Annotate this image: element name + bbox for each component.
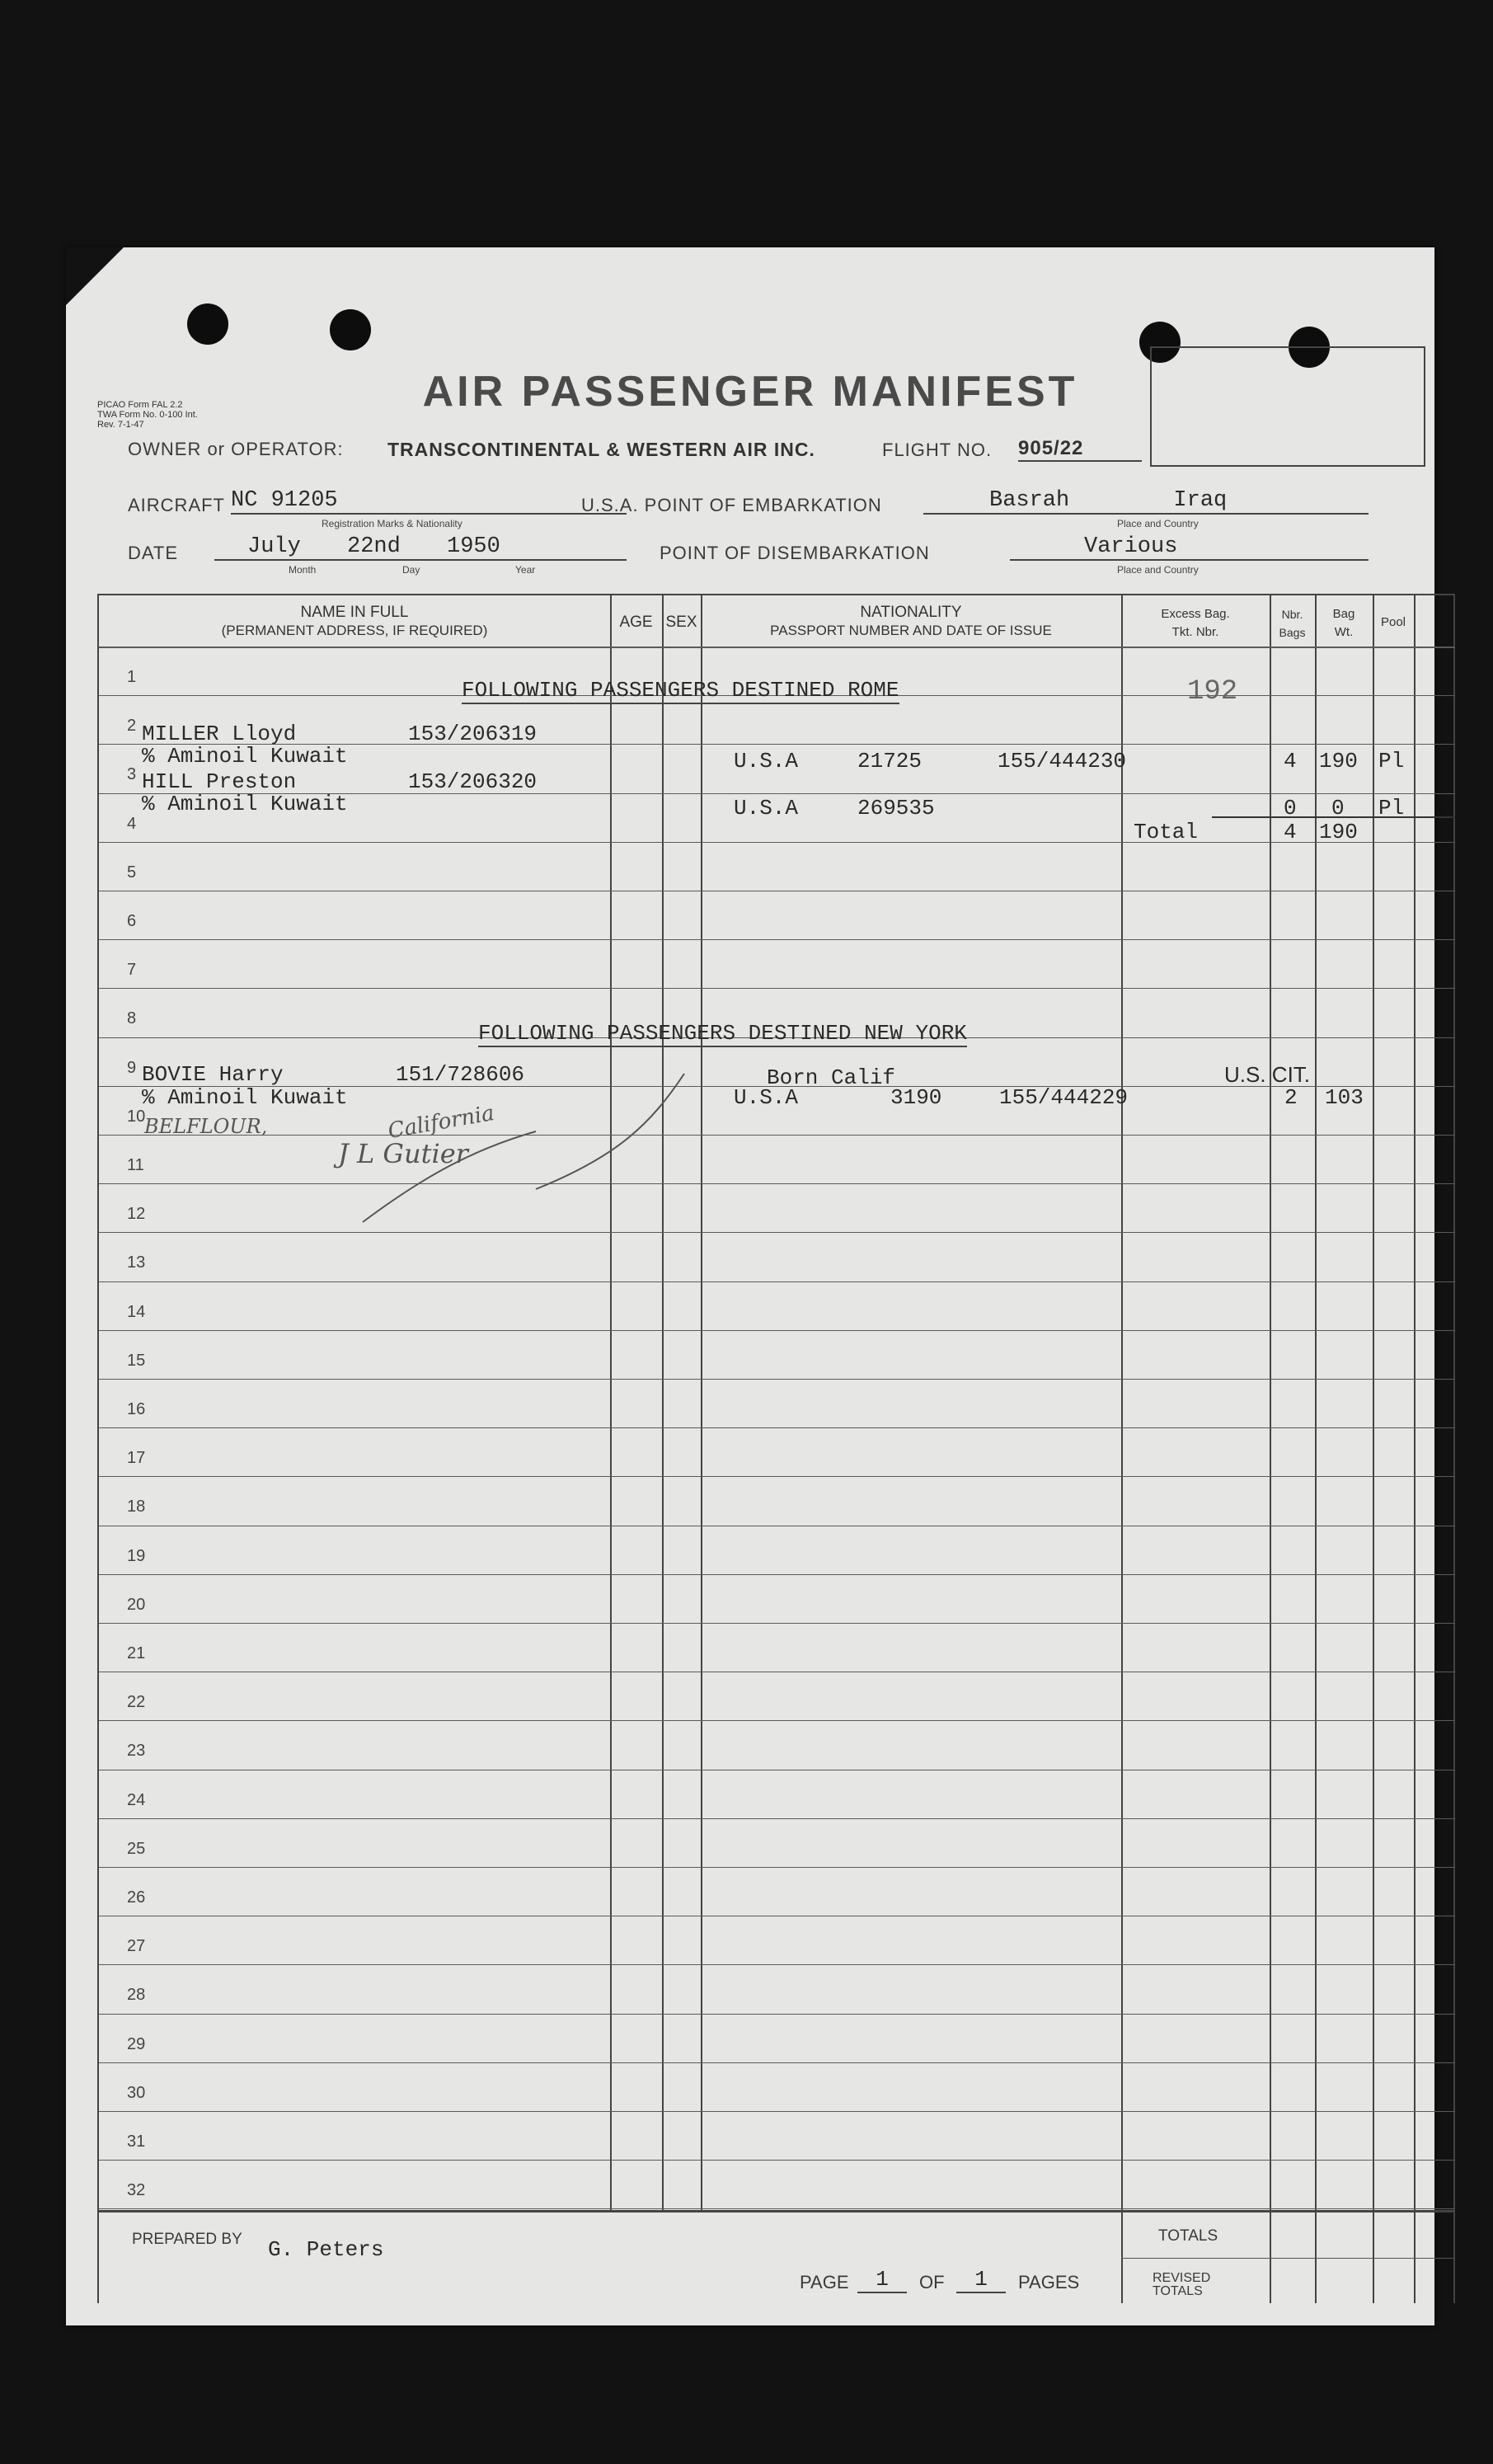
date-month: July [247,534,301,559]
pool-column-header: Pool [1380,615,1406,629]
excess-bag-column-header [1121,605,1270,642]
col-divider [1270,595,1271,2212]
disembark-text: Various [1084,534,1178,559]
place-country-caption: Place and Country [1117,518,1199,529]
punch-hole [330,309,371,350]
passenger-name: BOVIE Harry [142,1062,284,1087]
total-label: Total [1134,820,1199,844]
day-caption: Day [402,564,420,576]
passenger-ticket: 153/206319 [408,722,538,746]
passenger-name: HILL Preston [142,769,297,794]
embark-country-text: Iraq [1173,488,1228,513]
citizenship-note: U.S. CIT. [1224,1062,1311,1087]
row-number: 17 [127,1449,146,1468]
aircraft-label: AIRCRAFT [128,495,225,515]
row-rule [99,2062,1455,2063]
page-number: 1 [857,2267,907,2293]
row-number: 29 [127,2034,146,2053]
row-rule [99,842,1455,843]
total-rule [1212,816,1455,818]
row-number: 28 [127,1986,146,2005]
prepared-by-value: G. Peters [268,2237,384,2262]
weight-header-line2: Wt. [1334,625,1354,639]
passenger-address: % Aminoil Kuwait [142,1085,348,1110]
name-header-line2: (PERMANENT ADDRESS, IF REQUIRED) [221,623,488,638]
month-caption: Month [289,564,317,576]
weight-header-line1: Bag [1332,607,1355,621]
page-total: 1 [956,2267,1006,2293]
row-rule [99,1281,1455,1282]
row-number: 21 [127,1644,146,1662]
of-label: OF [919,2272,945,2292]
bag-weight: 103 [1325,1085,1364,1110]
total-weight: 190 [1319,820,1358,844]
row-number: 1 [127,668,137,686]
row-rule [1121,2258,1455,2259]
row-rule [99,1574,1455,1575]
nat-header-line1: NATIONALITY [860,604,962,621]
owner-value: TRANSCONTINENTAL & WESTERN AIR INC. [387,439,815,460]
passenger-nationality: U.S.A [734,749,799,774]
col-divider [701,595,702,2212]
nat-header-line2: PASSPORT NUMBER AND DATE OF ISSUE [770,623,1052,638]
handwritten-stroke [264,1049,725,1239]
footer-area [97,2210,1455,2303]
row-number: 16 [127,1400,146,1418]
row-rule [99,1867,1455,1868]
row-rule [99,939,1455,940]
date-label: DATE [128,543,179,563]
row-rule [99,2160,1455,2161]
row-rule [99,2111,1455,2112]
date-year: 1950 [447,534,500,559]
handwritten-note: California [386,1100,496,1145]
disembarkation-label: POINT OF DISEMBARKATION [660,543,930,563]
form-info-line: PICAO Form FAL 2.2 [97,400,183,410]
passenger-passport: 21725 [857,749,923,774]
row-rule [99,1427,1455,1428]
col-divider [1414,595,1416,2212]
row-number: 26 [127,1888,146,1907]
rome-heading: FOLLOWING PASSENGERS DESTINED ROME [462,678,899,703]
col-divider [610,595,612,2212]
row-rule [99,1964,1455,1965]
age-column-header: AGE [619,614,653,631]
row-number: 20 [127,1595,146,1614]
row-number: 24 [127,1790,146,1809]
pages-label: PAGES [1018,2272,1080,2292]
embarkation-place [923,488,1369,515]
excess-ticket: 155/444230 [998,749,1127,774]
passenger-passport: 3190 [890,1085,942,1110]
row-number: 9 [127,1058,137,1077]
pool-code: Pl [1378,796,1405,821]
excess-header-line2: Tkt. Nbr. [1171,625,1219,639]
row-number: 5 [127,863,137,882]
prepared-by-label: PREPARED BY [132,2231,242,2248]
row-number: 3 [127,765,137,784]
row-number: 10 [127,1107,146,1126]
passenger-ticket: 151/728606 [396,1062,525,1087]
new-york-heading: FOLLOWING PASSENGERS DESTINED NEW YORK [478,1021,967,1046]
row-number: 31 [127,2132,146,2151]
row-rule [99,1720,1455,1721]
col-divider [1121,595,1123,2212]
rome-count: 192 [1187,676,1238,708]
handwritten-signature: J L Gutier [338,1138,468,1169]
manifest-sheet [66,247,1434,2325]
col-divider [662,595,664,2212]
row-number: 7 [127,961,137,980]
passenger-table [97,594,1455,2212]
nationality-column-header [701,604,1121,640]
row-rule [99,1330,1455,1331]
row-number: 23 [127,1742,146,1761]
bag-count: 2 [1284,1085,1298,1110]
punch-hole [187,303,228,345]
bag-count: 0 [1284,796,1297,821]
name-column-header [99,604,610,640]
col-divider [1373,595,1374,2212]
row-number: 6 [127,912,137,930]
passenger-birthplace: Born Calif [767,1065,896,1090]
aircraft-caption: Registration Marks & Nationality [322,518,462,529]
row-rule [99,1379,1455,1380]
row-number: 27 [127,1937,146,1956]
header-rule [99,647,1455,648]
passenger-nationality: U.S.A [734,796,799,821]
bag-count: 4 [1284,749,1297,774]
col-divider [1453,595,1455,2212]
form-info-line: Rev. 7-1-47 [97,420,144,430]
bags-column-header [1270,605,1315,642]
row-number: 13 [127,1253,146,1272]
embark-place-text: Basrah [989,488,1070,513]
row-number: 14 [127,1302,146,1321]
row-rule [99,988,1455,989]
col-divider [1315,595,1317,2212]
row-number: 2 [127,717,137,736]
document-title: AIR PASSENGER MANIFEST [422,368,1078,416]
passenger-passport: 269535 [857,796,935,821]
row-number: 12 [127,1205,146,1224]
row-number: 22 [127,1693,146,1712]
bags-header-line1: Nbr. [1281,608,1303,621]
row-number: 19 [127,1546,146,1565]
form-info-line: TWA Form No. 0-100 Int. [97,410,198,420]
aircraft-value: NC 91205 [231,488,627,515]
bags-header-line2: Bags [1279,626,1306,639]
row-rule [99,1476,1455,1477]
row-number: 18 [127,1498,146,1516]
row-number: 25 [127,1839,146,1858]
page-label: PAGE [800,2272,849,2292]
handwritten-note: BELFLOUR, [144,1115,268,1138]
bag-weight: 190 [1319,749,1358,774]
row-number: 15 [127,1351,146,1370]
excess-header-line1: Excess Bag. [1161,607,1230,621]
total-bags: 4 [1284,820,1297,844]
name-header-line1: NAME IN FULL [300,604,409,621]
bag-weight: 0 [1331,796,1345,821]
embarkation-label: U.S.A. POINT OF EMBARKATION [581,495,882,515]
row-number: 4 [127,814,137,833]
passenger-nationality: U.S.A [734,1085,799,1110]
row-number: 8 [127,1009,137,1028]
date-day: 22nd [347,534,401,559]
passenger-ticket: 153/206320 [408,769,538,794]
flight-label: FLIGHT NO. [882,440,993,460]
row-rule [99,1623,1455,1624]
totals-label: TOTALS [1158,2227,1218,2245]
date-value [214,534,627,561]
excess-ticket: 155/444229 [999,1085,1129,1110]
passenger-address: % Aminoil Kuwait [142,792,348,816]
revised-totals-label: REVISED TOTALS [1153,2271,1211,2298]
row-number: 30 [127,2083,146,2102]
passenger-address: % Aminoil Kuwait [142,744,348,769]
pool-code: Pl [1378,749,1405,774]
owner-label: OWNER or OPERATOR: [128,439,344,459]
row-rule [99,2014,1455,2015]
flight-number: 905/22 [1018,437,1142,462]
row-rule [99,1818,1455,1819]
place-country-caption: Place and Country [1117,564,1199,576]
row-number: 32 [127,2181,146,2200]
sex-column-header: SEX [665,614,697,631]
disembarkation-value [1010,534,1369,561]
weight-column-header [1315,605,1373,642]
passenger-name: MILLER Lloyd [142,722,297,746]
row-number: 11 [127,1156,144,1174]
year-caption: Year [515,564,536,576]
